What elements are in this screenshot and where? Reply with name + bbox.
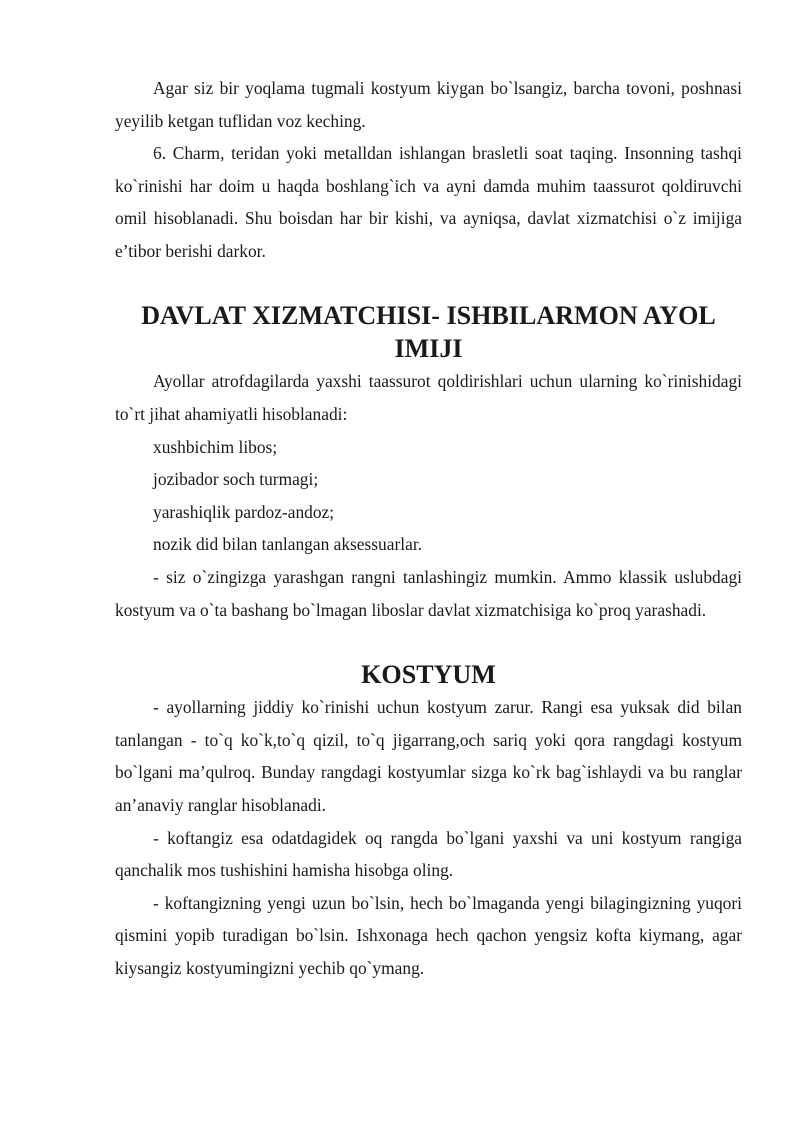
paragraph-blouse-color: - koftangiz esa odatdagidek oq rangda bo`lgani yaxshi va uni kostyum rangiga qanchalik mos tushishini hamisha hisobga oling. (115, 827, 742, 881)
list-item: xushbichim libos; (153, 436, 278, 457)
paragraph-color-choice: - siz o`zingizga yarashgan rangni tanlashingiz mumkin. Ammo klassik uslubdagi kostyum va o`ta bashang bo`lmagan liboslar davlat xizmatchisiga ko`proq yarashadi. (115, 566, 742, 620)
paragraph-watch-image: 6. Charm, teridan yoki metalldan ishlangan brasletli soat taqing. Insonning tashqi ko`rinishi har doim u haqda boshlang`ich va ayni damda muhim taassurot qoldiruvchi omil hisoblanadi. Shu boisdan har bir kishi, va ayniqsa, davlat xizmatchisi o`z imijiga e’tibor berishi darkor. (115, 143, 742, 261)
section-heading-businesswoman-image: DAVLAT XIZMATCHISI- ISHBILARMON AYOL IMIJI (141, 301, 716, 363)
section-heading-kostyum: KOSTYUM (361, 659, 496, 689)
paragraph-suit-colors: - ayollarning jiddiy ko`rinishi uchun kostyum zarur. Rangi esa yuksak did bilan tanlangan - to`q ko`k,to`q qizil, to`q jigarrang,och sariq yoki qora rangdagi kostyum bo`lgani ma’qulroq. Bunday rangdagi kostyumlar sizga ko`rk bag`ishlaydi va bu ranglar an’anaviy ranglar hisoblanadi. (115, 697, 742, 816)
paragraph-blouse-sleeves: - koftangizning yengi uzun bo`lsin, hech bo`lmaganda yengi bilagingizning yuqori qismini yopib turadigan bo`lsin. Ishxonaga hech qachon yengsiz kofta kiymang, agar kiysangiz kostyumingizni yechib qo`ymang. (115, 892, 742, 979)
paragraph-four-aspects: Ayollar atrofdagilarda yaxshi taassurot qoldirishlari uchun ularning ko`rinishidagi to`rt jihat ahamiyatli hisoblanadi: (115, 371, 742, 424)
list-item: yarashiqlik pardoz-andoz; (153, 501, 335, 522)
section-spacer (115, 626, 742, 659)
document-page (115, 72, 742, 985)
paragraph-suit-shoes: Agar siz bir yoqlama tugmali kostyum kiygan bo`lsangiz, barcha tovoni, poshnasi yeyilib ketgan tuflidan voz keching. (115, 78, 742, 131)
list-item: jozibador soch turmagi; (153, 469, 319, 490)
list-item: nozik did bilan tanlangan aksessuarlar. (153, 534, 422, 555)
section-spacer (115, 268, 742, 301)
